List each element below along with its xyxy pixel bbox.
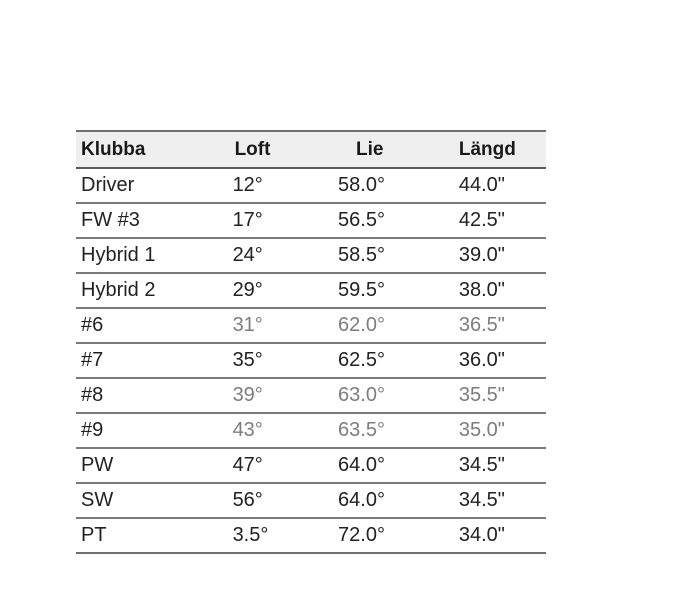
cell-club: #7 [76, 343, 233, 378]
cell-loft: 24° [233, 238, 338, 273]
cell-lie: 63.5° [338, 413, 459, 448]
table-row [76, 273, 546, 308]
table-row [76, 238, 546, 273]
cell-loft: 31° [233, 308, 338, 343]
cell-lie: 59.5° [338, 273, 459, 308]
column-header-lie: Lie [338, 131, 459, 168]
cell-length: 34.5" [459, 483, 546, 518]
cell-loft: 12° [233, 168, 338, 203]
column-header-loft: Loft [233, 131, 338, 168]
cell-lie: 58.0° [338, 168, 459, 203]
cell-length: 44.0" [459, 168, 546, 203]
cell-club: PW [76, 448, 233, 483]
column-header-length: Längd [459, 131, 546, 168]
cell-loft: 39° [233, 378, 338, 413]
cell-club: #9 [76, 413, 233, 448]
cell-club: FW #3 [76, 203, 233, 238]
table-row [76, 448, 546, 483]
cell-lie: 58.5° [338, 238, 459, 273]
table-row [76, 308, 546, 343]
cell-loft: 3.5° [232, 524, 269, 546]
column-header-club: Klubba [76, 131, 233, 168]
cell-lie: 64.0° [338, 483, 459, 518]
table-row [76, 168, 546, 203]
cell-length: 35.0" [459, 413, 546, 448]
cell-club: Hybrid 1 [76, 238, 233, 273]
header-row [76, 131, 546, 168]
cell-length: 34.0" [458, 524, 505, 546]
cell-club: Hybrid 2 [76, 273, 233, 308]
table-row [76, 413, 546, 448]
cell-loft: 56° [233, 483, 338, 518]
cell-club: #6 [76, 308, 233, 343]
cell-length: 36.5" [459, 308, 546, 343]
cell-club: PT [81, 524, 107, 546]
cell-length: 42.5" [459, 203, 546, 238]
cell-loft: 43° [233, 413, 338, 448]
cell-club: Driver [76, 168, 233, 203]
cell-lie: 72.0° [338, 524, 385, 546]
cell-lie: 62.5° [338, 343, 459, 378]
table-body [76, 168, 546, 553]
cell-loft: 29° [233, 273, 338, 308]
table-header [76, 131, 546, 168]
table-row [76, 343, 546, 378]
cell-length: 39.0" [459, 238, 546, 273]
cell-length: 36.0" [459, 343, 546, 378]
cell-length: 34.5" [459, 448, 546, 483]
cell-length: 38.0" [459, 273, 546, 308]
cell-club: #8 [76, 378, 233, 413]
table-row [76, 203, 546, 238]
cell-lie: 62.0° [338, 308, 459, 343]
cell-club: SW [76, 483, 233, 518]
cell-length: 35.5" [459, 378, 546, 413]
table-row [76, 483, 546, 518]
cell-loft: 17° [233, 203, 338, 238]
cell-lie: 56.5° [338, 203, 459, 238]
table-row [76, 518, 546, 553]
cell-lie: 63.0° [338, 378, 459, 413]
cell-lie: 64.0° [338, 448, 459, 483]
club-spec-table [76, 130, 546, 554]
table-row [76, 378, 546, 413]
cell-loft: 47° [233, 448, 338, 483]
cell-loft: 35° [233, 343, 338, 378]
